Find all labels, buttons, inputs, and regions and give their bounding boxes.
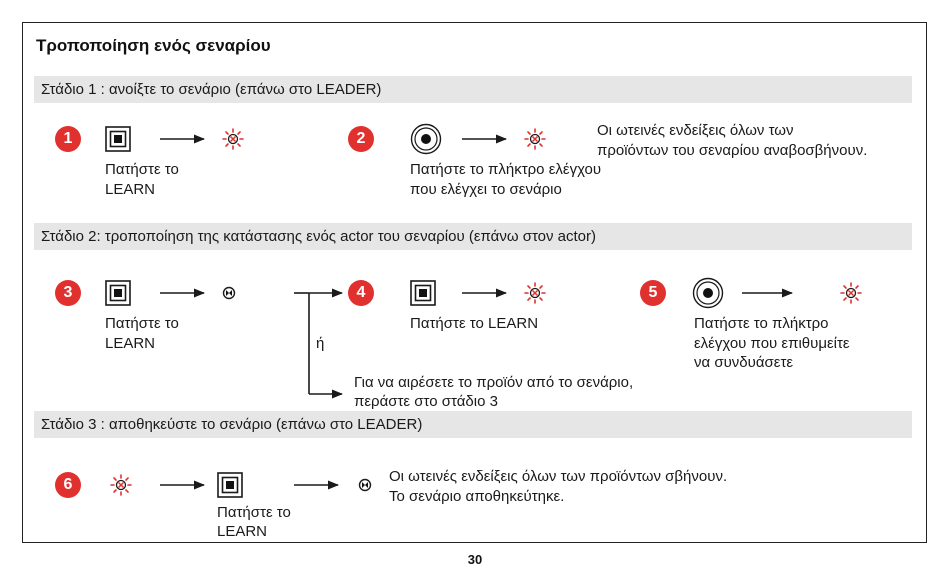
- step-badge-3: 3: [55, 280, 81, 306]
- control-button-icon: [410, 123, 442, 155]
- step-badge-6: 6: [55, 472, 81, 498]
- remove-text-line1: Για να αιρέσετε το προϊόν από το σενάριο,: [354, 374, 634, 391]
- page-title: Τροποποίηση ενός σεναρίου: [36, 36, 271, 55]
- step-6-note-line1: Οι ωτεινές ενδείξεις όλων των προϊόντων σβήνουν.: [389, 468, 728, 485]
- step-badge-2: 2: [348, 126, 374, 152]
- stage-1-label: Στάδιο 1 : ανοίξτε το σενάριο (επάνω στο LEADER): [41, 81, 382, 98]
- learn-button-icon: [105, 280, 131, 306]
- off-led-icon: [358, 478, 372, 492]
- step-6-note-line2: Το σενάριο αποθηκεύτηκε.: [389, 488, 565, 505]
- blinking-led-icon: [524, 282, 546, 304]
- learn-button-icon: [105, 126, 131, 152]
- stage-3-label: Στάδιο 3 : αποθηκεύστε το σενάριο (επάνω στο LEADER): [41, 416, 423, 433]
- page-number: 30: [467, 552, 483, 567]
- off-led-icon: [222, 286, 236, 300]
- step-2-note-line2: προϊόντων του σεναρίου αναβοσβήνουν.: [597, 142, 868, 159]
- blinking-led-icon: [524, 128, 546, 150]
- step-2-text-line2: που ελέγχει το σενάριο: [410, 181, 562, 198]
- remove-text-line2: περάστε στο στάδιο 3: [354, 393, 498, 410]
- step-5-text-line1: Πατήστε το πλήκτρο: [694, 315, 829, 332]
- learn-button-icon: [217, 472, 243, 498]
- step-badge-1: 1: [55, 126, 81, 152]
- blinking-led-icon: [840, 282, 862, 304]
- step-2-text-line1: Πατήστε το πλήκτρο ελέγχου: [410, 161, 602, 178]
- stage-2-label: Στάδιο 2: τροποποίηση της κατάστασης ενός actor του σεναρίου (επάνω στον actor): [41, 228, 597, 245]
- step-4-text: Πατήστε το LEARN: [410, 315, 539, 332]
- step-3-text-line2: LEARN: [105, 335, 156, 352]
- or-label: ή: [316, 335, 325, 352]
- step-5-text-line3: να συνδυάσετε: [694, 354, 794, 371]
- blinking-led-icon: [222, 128, 244, 150]
- step-6-text-line2: LEARN: [217, 523, 268, 540]
- step-2-note-line1: Οι ωτεινές ενδείξεις όλων των: [597, 122, 794, 139]
- step-3-text-line1: Πατήστε το: [105, 315, 179, 332]
- learn-button-icon: [410, 280, 436, 306]
- step-badge-4: 4: [348, 280, 374, 306]
- step-1-text-line2: LEARN: [105, 181, 156, 198]
- blinking-led-icon: [110, 474, 132, 496]
- control-button-icon: [692, 277, 724, 309]
- step-5-text-line2: ελέγχου που επιθυμείτε: [694, 335, 850, 352]
- step-6-text-line1: Πατήστε το: [217, 504, 291, 521]
- step-badge-5: 5: [640, 280, 666, 306]
- step-1-text-line1: Πατήστε το: [105, 161, 179, 178]
